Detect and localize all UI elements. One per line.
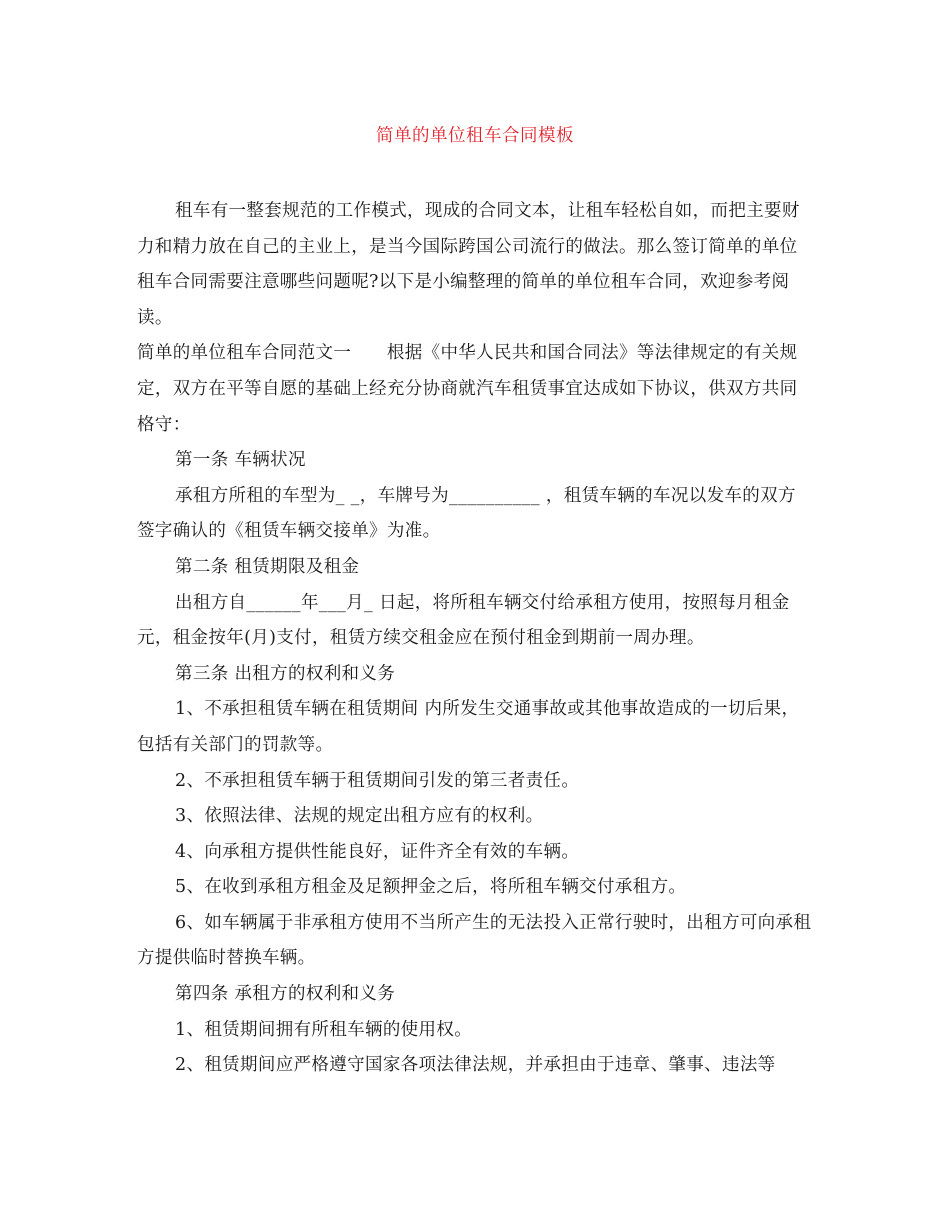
article-2-heading: 第二条 租赁期限及租金 [175, 556, 360, 577]
article-3-item-6: 6、如车辆属于非承租方使用不当所产生的无法投入正常行驶时，出租方可向承租方提供临时替换车辆。 [137, 912, 812, 969]
article-4-item-1: 1、租赁期间拥有所租车辆的使用权。 [175, 1019, 473, 1040]
article-3-item-4: 4、向承租方提供性能良好，证件齐全有效的车辆。 [175, 841, 580, 862]
article-1-text: 承租方所租的车型为_ _，车牌号为__________ ，租赁车辆的车况以发车的双方签字确认的《租赁车辆交接单》为准。 [137, 485, 796, 542]
article-3-item-2: 2、不承担租赁车辆于租赁期间引发的第三者责任。 [175, 770, 580, 791]
article-3-item-3: 3、依照法律、法规的规定出租方应有的权利。 [175, 806, 544, 827]
article-4-item-2: 2、租赁期间应严格遵守国家各项法律法规，并承担由于违章、肇事、违法等 [175, 1055, 776, 1076]
contract-preamble: 简单的单位租车合同范文一 根据《中华人民共和国合同法》等法律规定的有关规定，双方在平等自愿的基础上经充分协商就汽车租赁事宜达成如下协议，供双方共同格守： [137, 343, 798, 435]
article-4-heading: 第四条 承租方的权利和义务 [175, 984, 396, 1005]
article-1-heading: 第一条 车辆状况 [175, 450, 306, 471]
document-title: 简单的单位租车合同模板 [376, 126, 574, 146]
article-3-item-1: 1、不承担租赁车辆在租赁期间 内所发生交通事故或其他事故造成的一切后果，包括有关部门的罚款等。 [137, 699, 800, 755]
article-2-text: 出租方自______年___月_ 日起，将所租车辆交付给承租方使用，按照每月租金 元，租金按年(月)支付，租赁方续交租金应在预付租金到期前一周办理。 [137, 592, 790, 649]
document-body [137, 194, 813, 1084]
intro-paragraph: 租车有一整套规范的工作模式，现成的合同文本，让租车轻松自如，而把主要财力和精力放在自己的主业上，是当今国际跨国公司流行的做法。那么签订简单的单位租车合同需要注意哪些问题呢?以下是小编整理的简单的单位租车合同，欢迎参考阅读。 [137, 201, 800, 328]
article-3-heading: 第三条 出租方的权利和义务 [175, 663, 396, 684]
article-3-item-5: 5、在收到承租方租金及足额押金之后，将所租车辆交付承租方。 [175, 877, 687, 898]
